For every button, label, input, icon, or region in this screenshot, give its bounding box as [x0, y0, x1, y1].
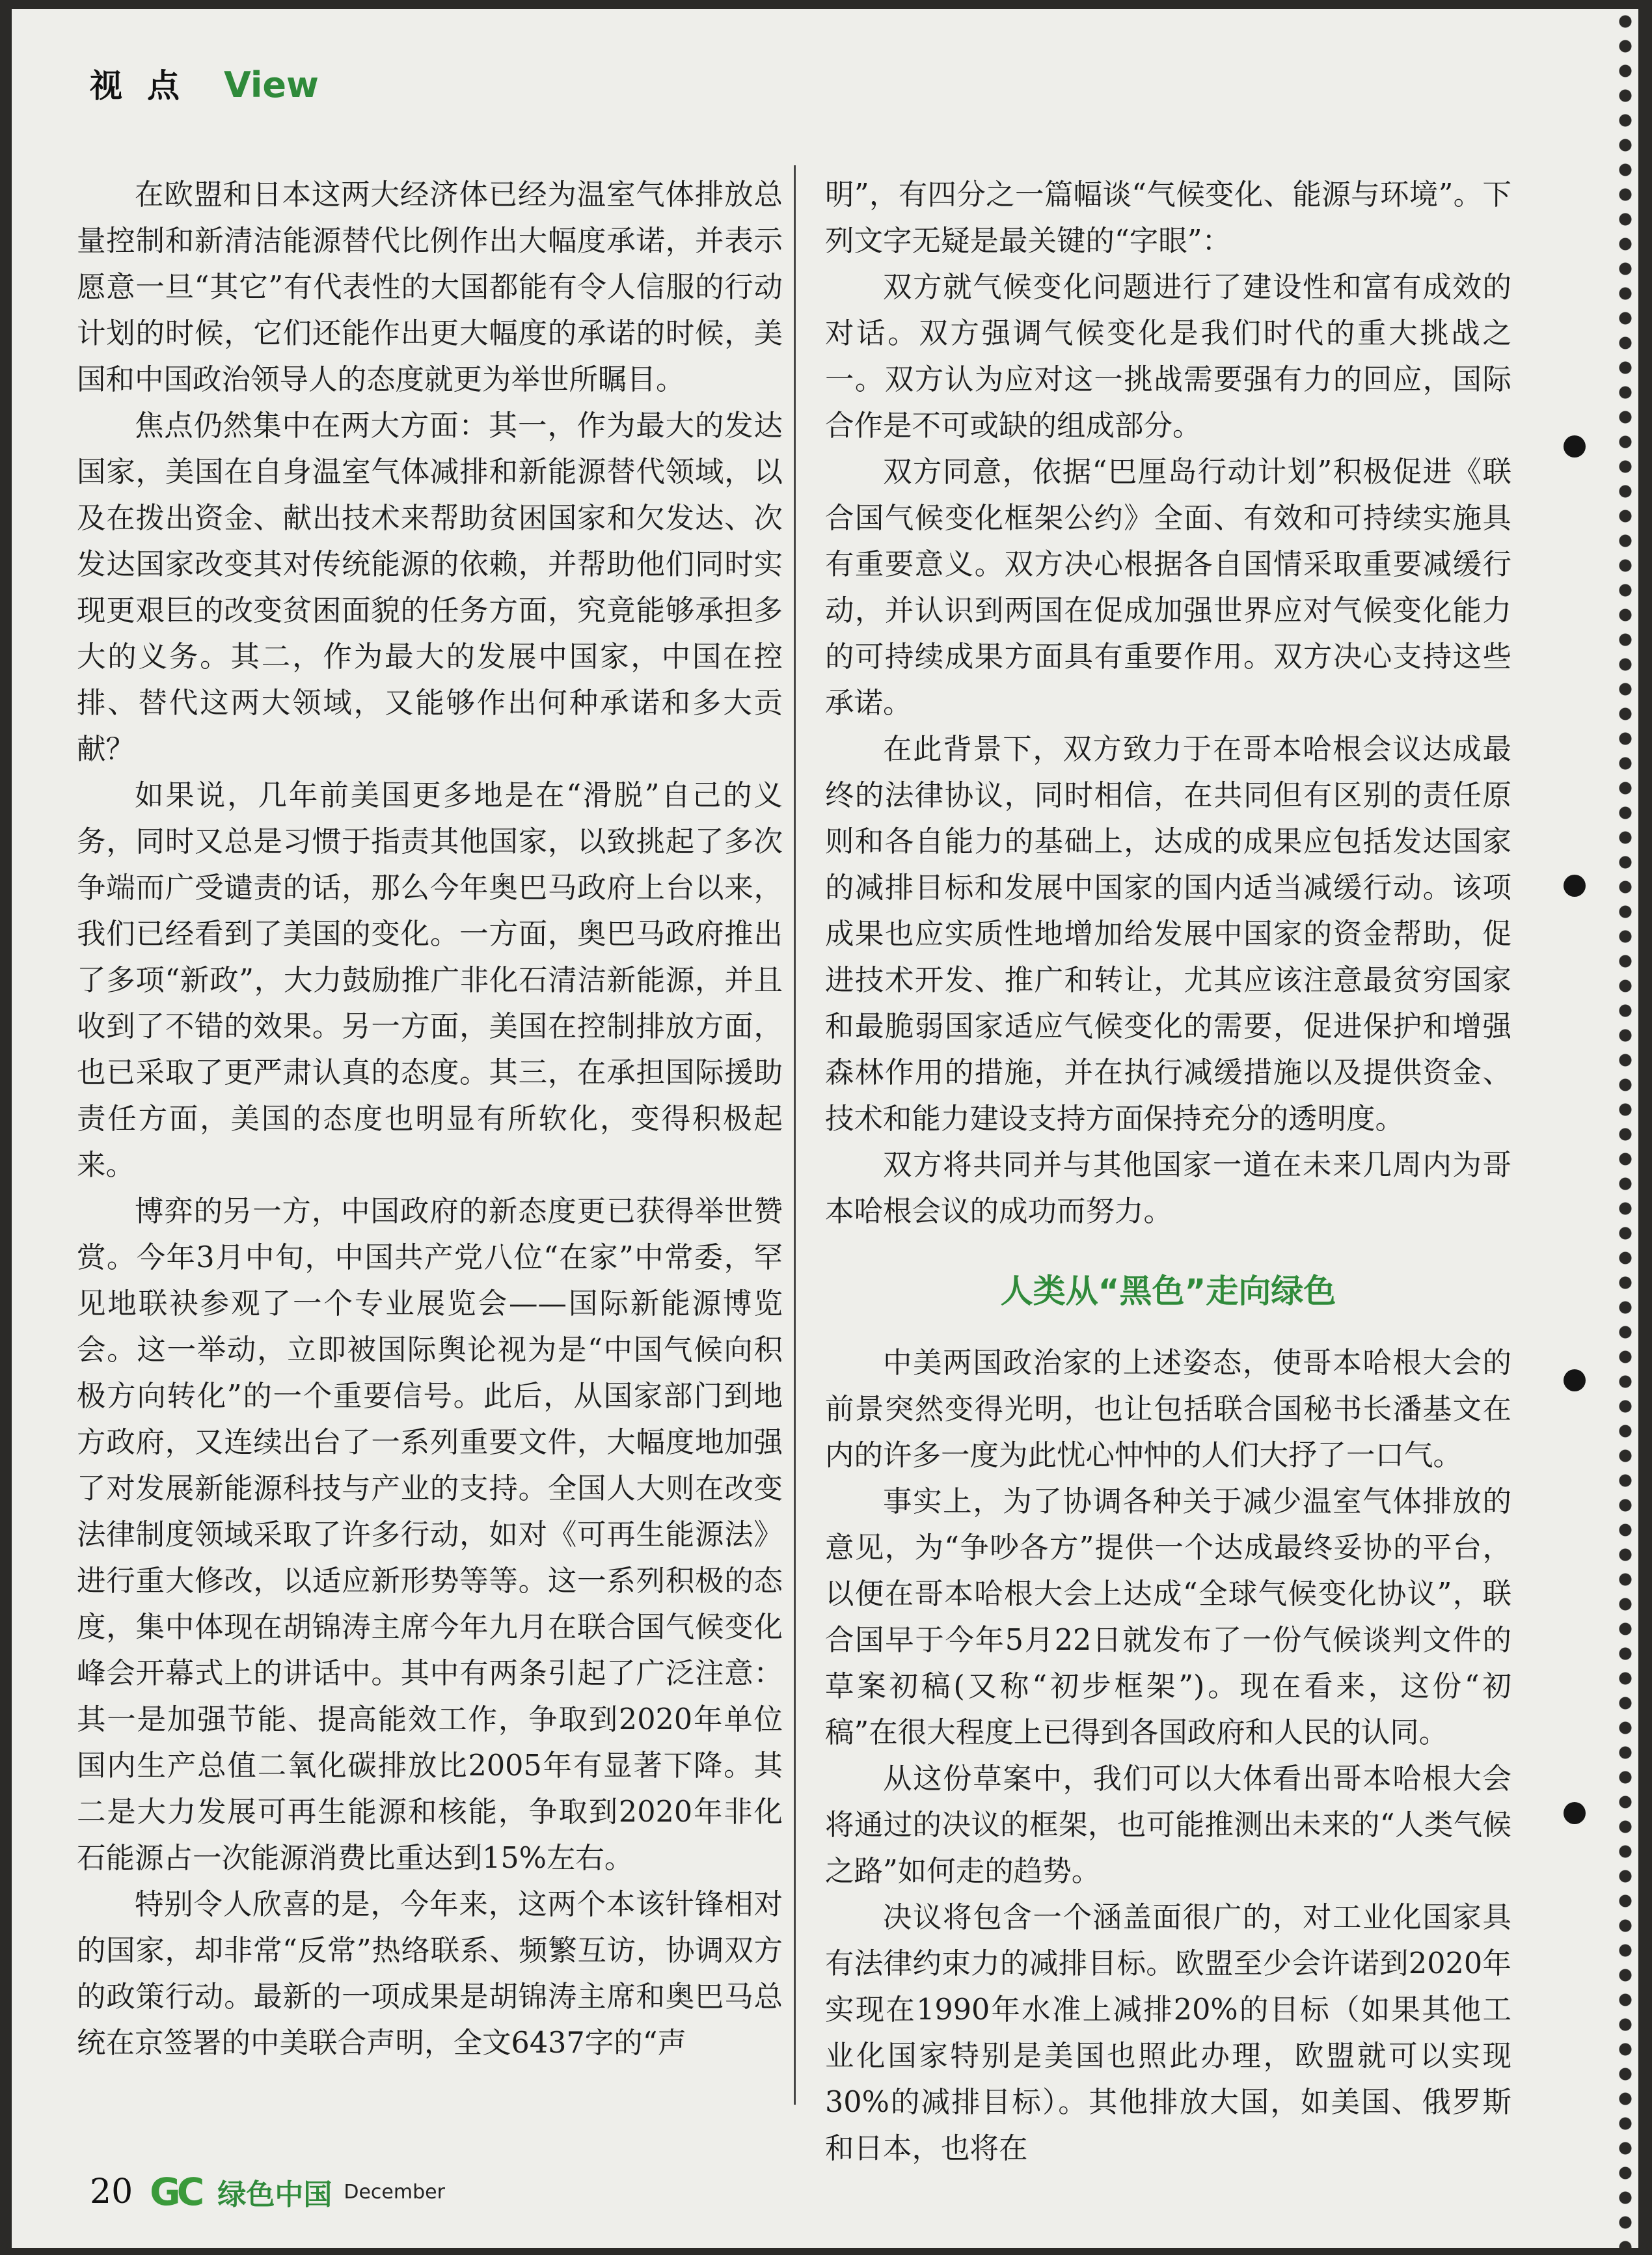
paragraph-continued: 明”，有四分之一篇幅谈“气候变化、能源与环境”。下列文字无疑是最关键的“字眼”：: [825, 178, 1511, 258]
paragraph: 如果说，几年前美国更多地是在“滑脱”自己的义务，同时又总是习惯于指责其他国家，以致挑起了多次争端而广受谴责的话，那么今年奥巴马政府上台以来，我们已经看到了美国的变化。一方面，奥巴马政府推出了多项“新政”，大力鼓励推广非化石清洁新能源，并且收到了不错的效果。另一方面，美国在控制排放方面，也已采取了更严肃认真的态度。其三，在承担国际援助责任方面，美国的态度也明显有所软化，变得积极起来。: [77, 779, 783, 1182]
issue-month: December: [344, 2180, 445, 2204]
section-title: 人类从“黑色”走向绿色: [1000, 1272, 1336, 1310]
binder-hole: [1564, 875, 1586, 897]
page-number: 20: [90, 2172, 133, 2211]
section-label-zh: 视点: [90, 67, 204, 105]
binder-hole: [1564, 1802, 1586, 1824]
binder-hole: [1564, 435, 1586, 458]
quote-paragraph: 双方同意，依据“巴厘岛行动计划”积极促进《联合国气候变化框架公约》全面、有效和可持续实施具有重要意义。双方决心根据各自国情采取重要减缓行动，并认识到两国在促成加强世界应对气候变化能力的可持续成果方面具有重要作用。双方决心支持这些承诺。: [825, 456, 1511, 720]
paragraph: 决议将包含一个涵盖面很广的，对工业化国家具有法律约束力的减排目标。欧盟至少会许诺到2020年实现在1990年水准上减排20%的目标（如果其他工业化国家特别是美国也照此办理，欧盟就可以实现30%的减排目标）。其他排放大国，如美国、俄罗斯和日本，也将在: [825, 1901, 1511, 2165]
section-label-en: View: [224, 64, 319, 105]
quote-paragraph: 双方就气候变化问题进行了建设性和富有成效的对话。双方强调气候变化是我们时代的重大挑战之一。双方认为应对这一挑战需要强有力的回应，国际合作是不可或缺的组成部分。: [825, 271, 1511, 443]
paragraph: 特别令人欣喜的是，今年来，这两个本该针锋相对的国家，却非常“反常”热络联系、频繁互访，协调双方的政策行动。最新的一项成果是胡锦涛主席和奥巴马总统在京签署的中美联合声明，全文6437字的“声: [77, 1888, 783, 2060]
paragraph: 在欧盟和日本这两大经济体已经为温室气体排放总量控制和新清洁能源替代比例作出大幅度承诺，并表示愿意一旦“其它”有代表性的大国都能有令人信服的行动计划的时候，它们还能作出更大幅度的承诺的时候，美国和中国政治领导人的态度就更为举世所瞩目。: [77, 178, 783, 396]
magazine-page: [12, 9, 1638, 2248]
magazine-name: 绿色中国: [217, 2178, 332, 2211]
perforation-edge: [1612, 9, 1638, 2248]
paragraph: 博弈的另一方，中国政府的新态度更已获得举世赞赏。今年3月中旬，中国共产党八位“在家”中常委，罕见地联袂参观了一个专业展览会——国际新能源博览会。这一举动，立即被国际舆论视为是“中国气候向积极方向转化”的一个重要信号。此后，从国家部门到地方政府，又连续出台了一系列重要文件，大幅度地加强了对发展新能源科技与产业的支持。全国人大则在改变法律制度领域采取了许多行动，如对《可再生能源法》进行重大修改，以适应新形势等等。这一系列积极的态度，集中体现在胡锦涛主席今年九月在联合国气候变化峰会开幕式上的讲话中。其中有两条引起了广泛注意：其一是加强节能、提高能效工作，争取到2020年单位国内生产总值二氧化碳排放比2005年有显著下降。其二是大力发展可再生能源和核能，争取到2020年非化石能源占一次能源消费比重达到15%左右。: [77, 1195, 783, 1875]
magazine-logo: GC: [150, 2170, 201, 2214]
paragraph: 焦点仍然集中在两大方面：其一，作为最大的发达国家，美国在自身温室气体减排和新能源替代领域，以及在拨出资金、献出技术来帮助贫困国家和欠发达、次发达国家改变其对传统能源的依赖，并帮助他们同时实现更艰巨的改变贫困面貌的任务方面，究竟能够承担多大的义务。其二，作为最大的发展中国家，中国在控排、替代这两大领域，又能够作出何种承诺和多大贡献？: [77, 409, 783, 766]
paragraph: 中美两国政治家的上述姿态，使哥本哈根大会的前景突然变得光明，也让包括联合国秘书长潘基文在内的许多一度为此忧心忡忡的人们大抒了一口气。: [825, 1346, 1511, 1472]
quote-paragraph: 双方将共同并与其他国家一道在未来几周内为哥本哈根会议的成功而努力。: [825, 1149, 1511, 1228]
page-footer: [90, 2170, 445, 2214]
binder-hole: [1564, 1369, 1586, 1391]
paragraph: 从这份草案中，我们可以大体看出哥本哈根大会将通过的决议的框架，也可能推测出未来的“人类气候之路”如何走的趋势。: [825, 1762, 1511, 1888]
section-header: [90, 60, 319, 107]
right-column: [825, 172, 1511, 2172]
column-divider: [794, 165, 796, 2105]
paragraph: 事实上，为了协调各种关于减少温室气体排放的意见，为“争吵各方”提供一个达成最终妥协的平台，以便在哥本哈根大会上达成“全球气候变化协议”，联合国早于今年5月22日就发布了一份气候谈判文件的草案初稿(又称“初步框架”)。现在看来，这份“初稿”在很大程度上已得到各国政府和人民的认同。: [825, 1485, 1511, 1749]
left-column: [77, 172, 783, 2066]
quote-paragraph: 在此背景下，双方致力于在哥本哈根会议达成最终的法律协议，同时相信，在共同但有区别的责任原则和各自能力的基础上，达成的成果应包括发达国家的减排目标和发展中国家的国内适当减缓行动。该项成果也应实质性地增加给发展中国家的资金帮助，促进技术开发、推广和转让，尤其应该注意最贫穷国家和最脆弱国家适应气候变化的需要，促进保护和增强森林作用的措施，并在执行减缓措施以及提供资金、技术和能力建设支持方面保持充分的透明度。: [825, 733, 1511, 1136]
